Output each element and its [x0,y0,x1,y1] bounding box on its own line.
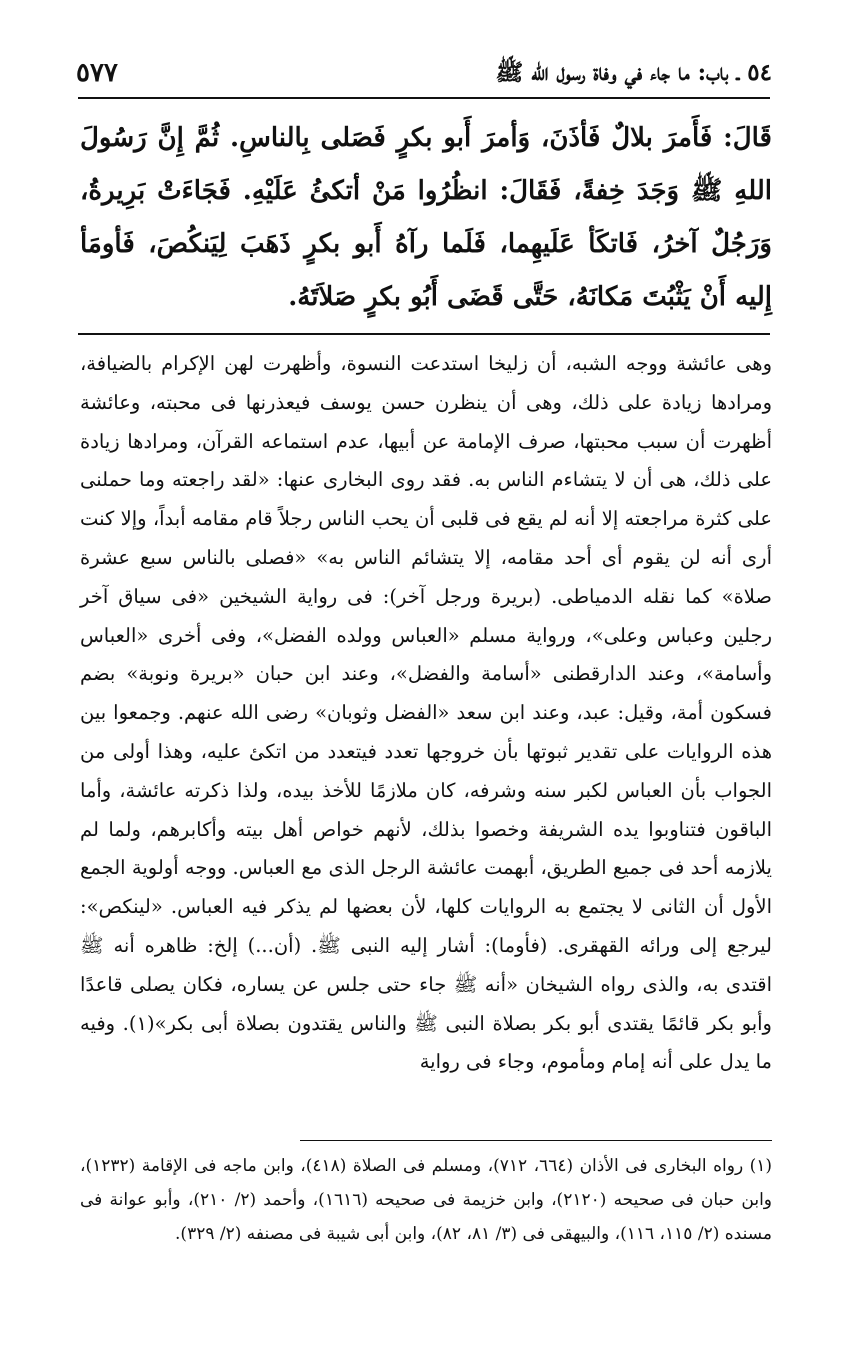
chapter-title: ٥٤ ـ باب: ما جاء في وفاة رسول الله ﷺ [495,59,772,86]
hadith-paragraph: قَالَ: فَأَمرَ بلالٌ فَأذَنَ، وَأمرَ أَبو بكرٍ فَصَلى بِالناسِ. ثُمَّ إِنَّ رَسُولَ اللهِ ﷺ وَجَدَ خِفةً، فَقَالَ: انظُرُوا مَنْ أتكئُ عَلَيْهِ. فَجَاءَتْ بَرِيرةُ، وَرَجُلٌ آخرُ، فَاتكَأ عَلَيهِما، فَلَما رآهُ أَبو بكرٍ ذَهَبَ لِيَنكُصَ، فَأومَأ إِليه أَنْ يَثْبُتَ مَكانَهُ، حَتَّى قَضَى أَبُو بكرٍ صَلاَتَهُ. [80,123,772,312]
page-number: ٥٧٧ [76,58,118,88]
page-header [76,58,772,98]
commentary-paragraph: وهى عائشة ووجه الشبه، أن زليخا استدعت النسوة، وأظهرت لهن الإكرام بالضيافة، ومرادها زيادة على ذلك، وهى أن ينظرن حسن يوسف فيعذرنها فى محبته، وعائشة أظهرت أن سبب محبتها، صرف الإمامة عن أبيها، عدم استماعه القرآن، ومرادها زيادة على ذلك، هى أن لا يتشاءم الناس به. فقد روى البخارى عنها: «لقد راجعته وما حملنى على كثرة مراجعته إلا أنه لم يقع فى قلبى أن يحب الناس رجلاً قام مقامه أبداً، وإلا كنت أرى أنه لن يقوم أى أحد مقامه، إلا يتشائم الناس به» «فصلى بالناس سبع عشرة صلاة» كما نقله الدمياطى. (بريرة ورجل آخر): فى رواية الشيخين «فى سياق آخر رجلين وعباس وعلى»، ورواية مسلم «العباس وولده الفضل»، وفى أخرى «العباس وأسامة»، وعند الدارقطنى «أسامة والفضل»، وعند ابن حبان «بريرة ونوبة» بضم فسكون أمة، وقيل: عبد، وعند ابن سعد «الفضل وثوبان» رضى الله عنهم. وجمعوا بين هذه الروايات على تقدير ثبوتها بأن خروجها تعدد فيتعدد من اتكئ عليه، وهذا أولى من الجواب بأن العباس لكبر سنه وشرفه، كان ملازمًا للأخذ بيده، ولذا ذكرته عائشة، وأما الباقون فتناوبوا يده الشريفة وخصوا بذلك، لأنهم خواص أهل بيته وأكابرهم، ولما لم يلازمه أحد فى جميع الطريق، أبهمت عائشة الرجل الذى مع العباس. ووجه أولوية الجمع الأول أن الثانى لا يجتمع به الروايات كلها، لأن بعضها لم يذكر فيه العباس. «لينكص»: ليرجع إلى ورائه القهقرى. (فأوما): أشار إليه النبى ﷺ. (أن...) إلخ: ظاهره أنه ﷺ اقتدى به، والذى رواه الشيخان «أنه ﷺ جاء حتى جلس عن يساره، فكان يصلى قاعدًا وأبو بكر قائمًا يقتدى أبو بكر بصلاة النبى ﷺ والناس يقتدون بصلاة أبى بكر»(١). وفيه ما يدل على أنه إمام ومأموم، وجاء فى رواية [80,352,772,1074]
header-divider [78,97,770,99]
hadith-commentary-divider [78,333,770,335]
footnote-paragraph: (١) رواه البخارى فى الأذان (٦٦٤، ٧١٢)، ومسلم فى الصلاة (٤١٨)، وابن ماجه فى الإقامة (١٢٣٢)، وابن حبان فى صحيحه (٢١٢٠)، وابن خزيمة فى صحيحه (١٦١٦)، وأحمد (٢/ ٢١٠)، وأبو عوانة فى مسنده (٢/ ١١٥، ١١٦)، والبيهقى فى (٣/ ٨١، ٨٢)، وابن أبى شيبة فى مصنفه (٢/ ٣٢٩). [80,1156,773,1244]
footnote-divider [300,1140,772,1141]
commentary-block [80,345,772,1082]
footnote-block [80,1149,772,1251]
hadith-text-block [80,112,772,324]
